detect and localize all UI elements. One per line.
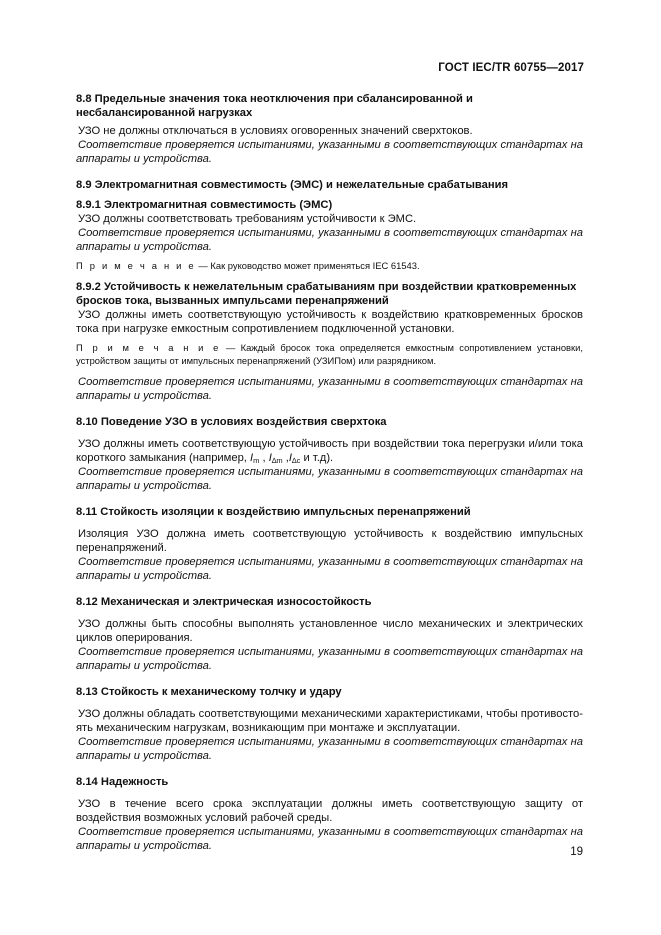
conformity-paragraph: Соответствие проверяется испытаниями, указанными в соответствующих стандартах на аппараты и устройства. xyxy=(76,646,583,672)
section-8-14 xyxy=(76,775,583,853)
conformity-paragraph: Соответствие проверяется испытаниями, указанными в соответствующих стандартах на аппараты и устройства. xyxy=(76,139,583,165)
conformity-paragraph: Соответствие проверяется испытаниями, указанными в соответствующих стандартах на аппараты и устройства. xyxy=(76,556,583,582)
section-heading: 8.9 Электромагнитная совместимость (ЭМС) и нежелательные срабатывания xyxy=(76,179,509,191)
current-symbol: I xyxy=(268,452,272,464)
section-heading: 8.10 Поведение УЗО в условиях воздействия сверхтока xyxy=(76,416,387,428)
section-heading: 8.9.2 Устойчивость к нежелательным срабатываниям при воздействии кратковременных бросков тока, вызванных импульсами перенапряжений xyxy=(76,281,577,307)
conformity-paragraph: Соответствие проверяется испытаниями, указанными в соответствующих стандартах на аппараты и устройства. xyxy=(76,376,583,402)
paragraph: УЗО должны обладать соответствующими механическими характеристиками, чтобы противостоять механическим нагрузкам, возникающим при монтаже и эксплуатации. xyxy=(76,708,583,734)
section-heading: 8.12 Механическая и электрическая износостойкость xyxy=(76,596,372,608)
section-8-12 xyxy=(76,595,583,673)
note-text: — Каждый бросок тока определяется емкостным сопротивлением установки, устройством защиты от импульсных перенапряжений (УЗИПом) или разрядником. xyxy=(76,342,583,366)
section-8-13 xyxy=(76,685,583,763)
conformity-paragraph: Соответствие проверяется испытаниями, указанными в соответствующих стандартах на аппараты и устройства. xyxy=(76,736,583,762)
conformity-paragraph: Соответствие проверяется испытаниями, указанными в соответствующих стандартах на аппараты и устройства. xyxy=(76,826,583,852)
paragraph xyxy=(76,437,583,465)
paragraph: УЗО должны быть способны выполнять установленное число механических и электрических циклов оперирования. xyxy=(76,618,583,644)
section-heading: 8.8 Предельные значения тока неотключения при сбалансированной и несбалансированной нагрузках xyxy=(76,93,473,119)
section-heading: 8.9.1 Электромагнитная совместимость (ЭМС) xyxy=(76,199,333,211)
document-code-header: ГОСТ IEC/TR 60755—2017 xyxy=(438,62,584,74)
paragraph: УЗО должны соответствовать требованиям устойчивости к ЭМС. xyxy=(78,213,417,225)
note-label: П р и м е ч а н и е xyxy=(76,342,221,353)
paragraph: УЗО должны иметь соответствующую устойчивость к воздействию кратковременных бросков тока при нагрузке емкостным сопротивлением подключенной установки. xyxy=(76,309,583,335)
note-text: — Как руководство может применяться IEC 61543. xyxy=(195,260,420,271)
current-symbol: I xyxy=(288,452,292,464)
paragraph-text: УЗО должны иметь соответствующую устойчивость при воздействии тока перегрузки и/или тока короткого замыкания (например, xyxy=(76,438,583,464)
section-8-9-2 xyxy=(76,280,583,403)
conformity-paragraph: Соответствие проверяется испытаниями, указанными в соответствующих стандартах на аппараты и устройства. xyxy=(76,466,583,492)
subscript: m xyxy=(253,456,260,465)
section-8-9 xyxy=(76,178,583,192)
section-8-11 xyxy=(76,505,583,583)
paragraph-text: и т.д). xyxy=(300,452,334,464)
conformity-paragraph: Соответствие проверяется испытаниями, указанными в соответствующих стандартах на аппараты и устройства. xyxy=(76,227,583,253)
section-8-8 xyxy=(76,92,583,166)
note xyxy=(76,259,583,272)
page-number: 19 xyxy=(570,846,583,858)
section-heading: 8.13 Стойкость к механическому толчку и удару xyxy=(76,686,342,698)
section-heading: 8.14 Надежность xyxy=(76,776,169,788)
note xyxy=(76,341,583,367)
note-label: П р и м е ч а н и е xyxy=(76,260,196,271)
current-symbol: I xyxy=(250,452,254,464)
paragraph: Изоляция УЗО должна иметь соответствующую устойчивость к воздействию импульсных перенапряжений. xyxy=(76,528,583,554)
subscript: ∆m xyxy=(271,456,283,465)
paragraph: УЗО в течение всего срока эксплуатации должны иметь соответствующую защиту от воздействия возможных условий рабочей среды. xyxy=(76,798,583,824)
separator: , xyxy=(259,452,269,464)
section-8-10 xyxy=(76,415,583,493)
subscript: ∆c xyxy=(292,456,301,465)
section-heading: 8.11 Стойкость изоляции к воздействию импульсных перенапряжений xyxy=(76,506,471,518)
paragraph: УЗО не должны отключаться в условиях оговоренных значений сверхтоков. xyxy=(78,125,473,137)
section-8-9-1 xyxy=(76,198,583,272)
page-content xyxy=(76,92,583,853)
separator: , xyxy=(282,452,289,464)
